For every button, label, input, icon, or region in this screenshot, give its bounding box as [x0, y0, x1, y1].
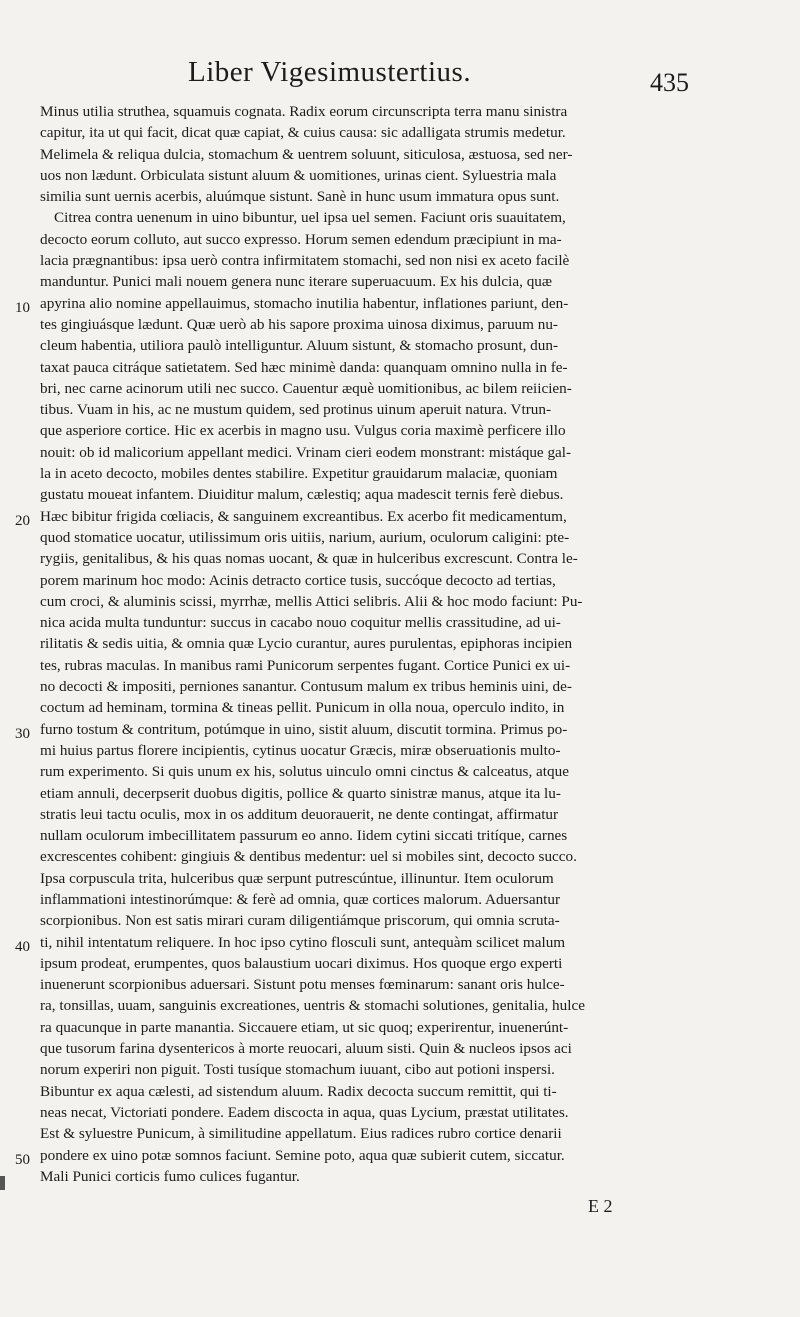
- text-line: inuenerunt scorpionibus aduersari. Sistunt potu menses fœminarum: sanant oris hulce-: [40, 976, 565, 994]
- text-line: ti, nihil intentatum reliquere. In hoc ipso cytino flosculi sunt, antequàm scilicet malum: [40, 933, 566, 951]
- body-text: [40, 101, 790, 1187]
- page-number: 435: [650, 68, 689, 97]
- text-line: manduntur. Punici mali nouem genera nunc iterare superuacuum. Ex his dulcia, quæ: [40, 273, 553, 291]
- text-line: etiam annuli, decerpserit duobus digitis, pollice & quarto sinistræ manus, atque ita lu-: [40, 784, 561, 802]
- text-line: similia sunt uernis acerbis, aluúmque sistunt. Sanè in hunc usum immatura opus sunt.: [40, 188, 560, 206]
- text-line: taxat pauca citráque satietatem. Sed hæc minimè danda: quanquam omnino nulla in fe-: [40, 358, 568, 376]
- text-line: scorpionibus. Non est satis mirari curam diligentiámque priscorum, qui omnia scruta-: [40, 912, 560, 930]
- text-line: mi huius partus florere incipientis, cytinus uocatur Græcis, miræ obseruationis multo-: [40, 741, 561, 759]
- text-line: Minus utilia struthea, squamuis cognata. Radix eorum circunscripta terra manu sinistra: [40, 103, 568, 120]
- text-line: gustatu moueat infantem. Diuiditur malum, cælestiq; aqua madescit ternis ferè diebus.: [40, 486, 564, 504]
- text-line: ipsum prodeat, erumpentes, quos balaustium uocari diximus. Hos quoque ergo experti: [40, 954, 563, 972]
- text-line: tes gingiuásque lædunt. Quæ uerò ab his sapore proxima uinosa diximus, paruum nu-: [40, 315, 558, 333]
- text-line: lacia prægnantibus: ipsa uerò contra infirmitatem stomachi, sed non nisi ex aceto facilè: [40, 252, 570, 270]
- running-header-title: Liber Vigesimustertius.: [188, 56, 472, 88]
- line-number-40: 40: [15, 939, 30, 955]
- text-line: inflammationi intestinorúmque: & ferè ad omnia, quæ cortices malorum. Aduersantur: [40, 890, 561, 908]
- text-line: nica acida multa tunduntur: succus in cacabo nouo coquitur mellis crassitudine, ad ui-: [40, 614, 561, 632]
- text-line: quod stomatice uocatur, utilissimum oris uitiis, narium, aurium, oculorum caligini: pte-: [40, 528, 570, 546]
- text-line: nouit: ob id malicorium appellant medici. Vrinam cieri eodem monstrant: mistáque gal-: [40, 443, 572, 461]
- text-line: Ipsa corpuscula trita, hulceribus quæ serpunt putrescúntue, illinuntur. Item oculorum: [40, 869, 554, 887]
- text-line: Melimela & reliqua dulcia, stomachum & uentrem soluunt, siticulosa, æstuosa, sed ner-: [40, 145, 573, 163]
- text-line: nullam oculorum imbecillitatem passurum eo anno. Iidem cytini siccati tritíque, carnes: [40, 827, 568, 845]
- text-line: Est & syluestre Punicum, à similitudine appellatum. Eius radices rubro cortice denarii: [40, 1125, 562, 1143]
- text-line: cleum habentia, utiliora paulò intelliguntur. Aluum sistunt, & stomacho prosunt, dun-: [40, 337, 558, 355]
- text-line: pondere ex uino potæ somnos faciunt. Semine poto, aqua quæ subierit cutem, siccatur.: [40, 1146, 565, 1164]
- line-number-20: 20: [15, 513, 30, 529]
- text-line: capitur, ita ut qui facit, dicat quæ capiat, & cuius causa: sic adalligata strumis medetur.: [40, 124, 566, 142]
- text-line: decocto eorum colluto, aut succo expresso. Horum semen edendum præcipiunt in ma-: [40, 230, 562, 248]
- line-number-30: 30: [15, 726, 30, 742]
- text-line: norum experiri non piguit. Tosti tusíque stomachum iuuant, cibo aut potioni inspersi.: [40, 1061, 555, 1079]
- text-line: Citrea contra uenenum in uino bibuntur, uel ipsa uel semen. Faciunt oris suauitatem,: [54, 209, 566, 227]
- text-line: Mali Punici corticis fumo culices fugantur.: [40, 1167, 300, 1185]
- text-line: rilitatis & sedis uitia, & omnia quæ Lycio curantur, aures purulentas, epiphoras incipien: [40, 635, 573, 653]
- text-line: ra, tonsillas, uuam, sanguinis excreationes, uentris & stomachi solutiones, genitalia, hulce: [40, 997, 585, 1015]
- text-line: tes, rubras maculas. In manibus rami Punicorum serpentes fugant. Cortice Punici ex ui-: [40, 656, 571, 674]
- text-line: stratis leui tactu oculis, mox in os additum deuorauerit, ne dente contingat, affirmatur: [40, 805, 559, 823]
- text-line: apyrina alio nomine appellauimus, stomacho inutilia habentur, inflationes pariunt, den-: [40, 294, 569, 312]
- line-number-10: 10: [15, 300, 30, 316]
- text-line: rygiis, genitalibus, & his quas nomas uocant, & quæ in hulceribus excrescunt. Contra le-: [40, 550, 578, 568]
- text-line: coctum ad heminam, tormina & tineas pellit. Punicum in olla noua, operculo indito, in: [40, 699, 565, 717]
- text-line: que asperiore cortice. Hic ex acerbis in magno usu. Vulgus coria maximè perficere illo: [40, 422, 566, 440]
- text-line: cum croci, & aluminis scissi, myrrhæ, mellis Attici selibris. Alii & hoc modo faciunt: Pu-: [40, 592, 583, 610]
- text-line: tibus. Vuam in his, ac ne mustum quidem, sed protinus uinum aperuit natura. Vtrun-: [40, 401, 552, 419]
- binding-mark: [0, 1176, 5, 1190]
- text-line: Hæc bibitur frigida cœliacis, & sanguinem excreantibus. Ex acerbo fit medicamentum,: [40, 507, 567, 525]
- text-line: la in aceto decocto, mobiles dentes stabilire. Expetitur grauidarum malaciæ, quoniam: [40, 465, 558, 483]
- text-line: uos non lædunt. Orbiculata sistunt aluum & uomitiones, urinas cient. Syluestria mala: [40, 166, 557, 184]
- text-line: que tusorum farina dysentericos à morte reuocari, aluum sisti. Quin & nucleos ipsos aci: [40, 1040, 572, 1058]
- text-line: Bibuntur ex aqua cælesti, ad sistendum aluum. Radix decocta succum remittit, qui ti-: [40, 1082, 557, 1100]
- text-line: excrescentes cohibent: gingiuis & dentibus medentur: uel si mobiles sint, decocto succo.: [40, 848, 577, 866]
- text-line: neas necat, Victoriati pondere. Eadem discocta in aqua, quas Lycium, præstat utilitates.: [40, 1103, 569, 1121]
- text-line: furno tostum & contritum, potúmque in uino, sistit aluum, discutit tormina. Primus po-: [40, 720, 568, 738]
- line-number-50: 50: [15, 1152, 30, 1168]
- text-line: bri, nec carne acinorum utili nec succo. Cauentur æquè uomitionibus, ac bilem reiicien-: [40, 379, 572, 397]
- signature-mark: E 2: [588, 1196, 613, 1216]
- text-line: porem marinum hoc modo: Acinis detracto cortice tusis, succóque decocto ad tertias,: [40, 571, 556, 589]
- text-line: no decocti & impositi, perniones sanantur. Contusum malum ex tribus heminis uini, de-: [40, 678, 572, 696]
- text-line: rum experimento. Si quis unum ex his, solutus uinculo omni cinctus & calceatus, atque: [40, 763, 569, 781]
- text-line: ra quacunque in parte manantia. Siccauere etiam, ut sic quoq; experirentur, inuenerúnt-: [40, 1018, 569, 1036]
